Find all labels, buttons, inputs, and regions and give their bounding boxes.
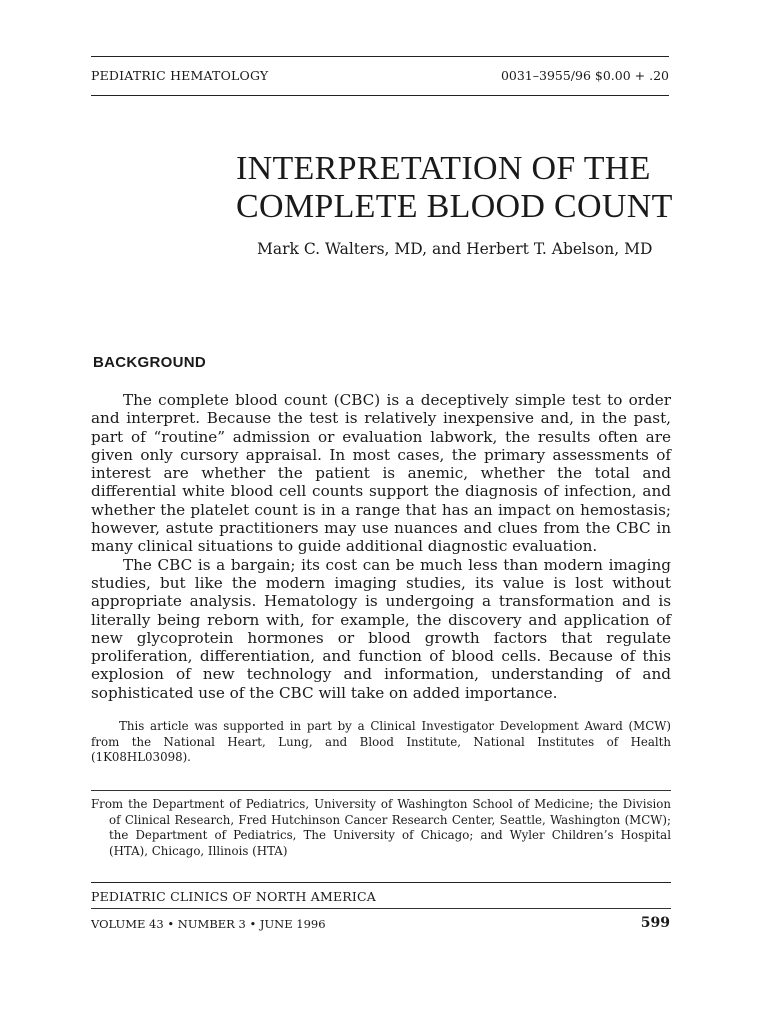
- title-line-2: COMPLETE BLOOD COUNT: [236, 188, 673, 225]
- volume-info: VOLUME 43 • NUMBER 3 • JUNE 1996: [91, 917, 326, 931]
- running-header: [91, 56, 669, 96]
- header-section: PEDIATRIC HEMATOLOGY: [91, 68, 269, 83]
- footer-rule: [91, 908, 671, 909]
- section-heading: BACKGROUND: [93, 354, 206, 371]
- paragraph-2: The CBC is a bargain; its cost can be much less than modern imaging studies, but like the modern imaging studies, its value is lost without appropriate analysis. Hematology is undergoing a transformation and is literally being reborn with, for example, the discovery and application of new glycoprotein hormones or blood growth factors that regulate proliferation, differentiation, and function of blood cells. Because of this explosion of new technology and information, understanding of and sophisticated use of the CBC will take on added importance.: [91, 555, 671, 702]
- divider: [91, 790, 671, 791]
- body-text: [91, 391, 671, 702]
- article-title: [236, 150, 676, 226]
- footer-top-rule: [91, 882, 671, 883]
- support-note: [91, 719, 671, 766]
- journal-name: PEDIATRIC CLINICS OF NORTH AMERICA: [91, 889, 377, 904]
- authors: Mark C. Walters, MD, and Herbert T. Abelson, MD: [257, 240, 653, 258]
- support-text: This article was supported in part by a Clinical Investigator Development Award (MCW) from the National Heart, Lung, and Blood Institute, National Institutes of Health (1K08HL03098).: [91, 719, 671, 764]
- title-line-1: INTERPRETATION OF THE: [236, 150, 651, 187]
- paragraph-1: The complete blood count (CBC) is a deceptively simple test to order and interpret. Because the test is relatively inexpensive and, in the past, part of “routine” admission or evaluation labwork, the results often are given only cursory appraisal. In most cases, the primary assessments of interest are whether the patient is anemic, whether the total and differential white blood cell counts support the diagnosis of infection, and whether the platelet count is in a range that has an impact on hemostasis; however, astute practitioners may use nuances and clues from the CBC in many clinical situations to guide additional diagnostic evaluation.: [91, 391, 671, 556]
- header-code: 0031–3955/96 $0.00 + .20: [500, 68, 669, 83]
- affiliation: [91, 797, 671, 859]
- page-number: 599: [640, 915, 670, 931]
- affiliation-text: From the Department of Pediatrics, University of Washington School of Medicine; the Division of Clinical Research, Fred Hutchinson Cancer Research Center, Seattle, Washington (MCW); the Department of Pediatrics, The University of Chicago; and Wyler Children’s Hospital (HTA), Chicago, Illinois (HTA): [91, 797, 671, 858]
